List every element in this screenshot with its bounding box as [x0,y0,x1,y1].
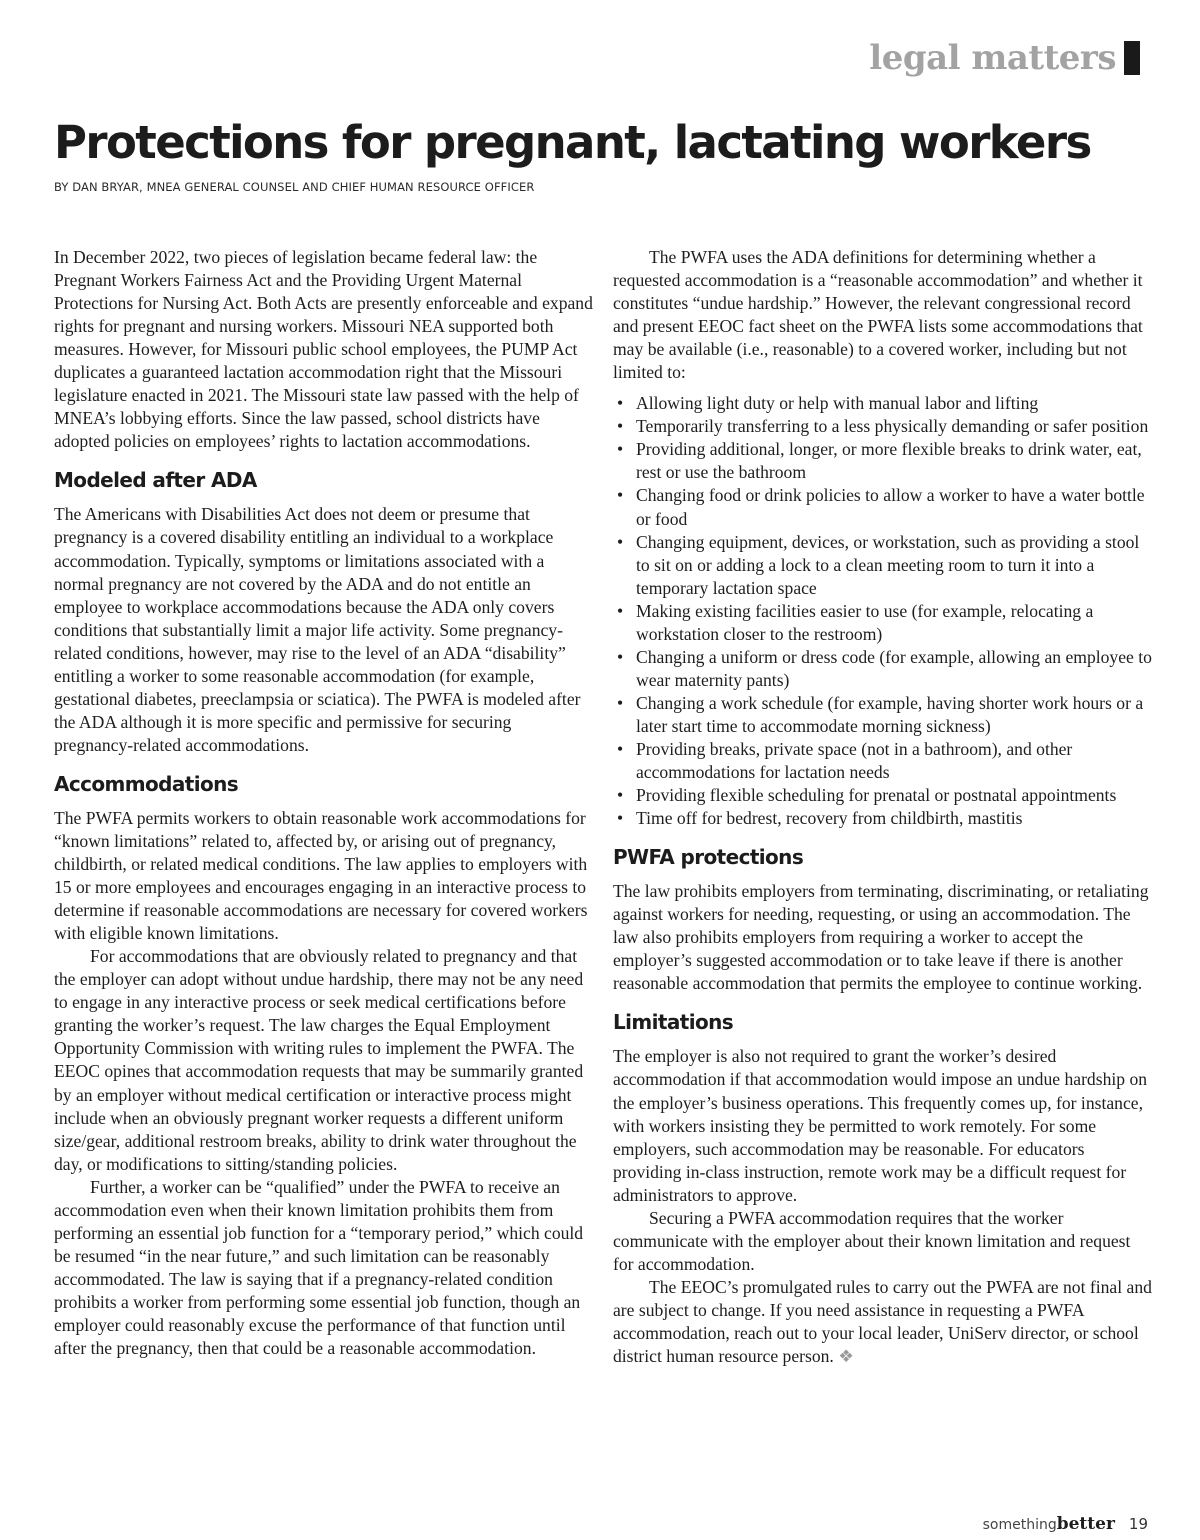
byline: BY DAN BRYAR, MNEA GENERAL COUNSEL AND CHIEF HUMAN RESOURCE OFFICER [54,180,535,194]
limitations-paragraph-3-text: The EEOC’s promulgated rules to carry out the PWFA are not final and are subject to change. If you need assistance in requesting a PWFA accommodation, reach out to your local leader, UniServ director, or school district human resource person. [613,1276,1152,1367]
magazine-brand [983,1514,1115,1534]
limitations-paragraph-1: The employer is also not required to grant the worker’s desired accommodation if that accommodation would impose an undue hardship on the employer’s business operations. This frequently comes up, for instance, with workers insisting they be permitted to work remotely. For some employers, such accommodation may be reasonable. For educators providing in-class instruction, remote work may be a difficult request for administrators to approve. [613,1046,1148,1205]
list-item: • Changing a uniform or dress code (for example, allowing an employee to wear maternity pants) [613,646,1153,692]
list-item: • Providing flexible scheduling for prenatal or postnatal appointments [613,784,1153,807]
list-item: • Providing additional, longer, or more flexible breaks to drink water, eat, rest or use the bathroom [613,438,1153,484]
list-item: • Allowing light duty or help with manual labor and lifting [613,392,1153,415]
list-item: • Changing a work schedule (for example, having shorter work hours or a later start time to accommodate morning sickness) [613,692,1153,738]
left-column [54,246,594,1360]
right-column [613,246,1153,1368]
list-item: • Temporarily transferring to a less physically demanding or safer position [613,415,1153,438]
limitations-paragraph-3 [613,1276,1153,1368]
intro-paragraph: In December 2022, two pieces of legislation became federal law: the Pregnant Workers Fairness Act and the Providing Urgent Maternal Protections for Nursing Act. Both Acts are presently enforceable and expand rights for pregnant and nursing workers. Missouri NEA supported both measures. However, for Missouri public school employees, the PUMP Act duplicates a guaranteed lactation accommodation right that the Missouri legislature enacted in 2021. The Missouri state law passed with the help of MNEA’s lobbying efforts. Since the law passed, school districts have adopted policies on employees’ rights to lactation accommodations. [54,247,593,452]
list-item: • Changing equipment, devices, or workstation, such as providing a stool to sit on or adding a lock to a clean meeting room to turn it into a temporary lactation space [613,531,1153,600]
protections-heading: PWFA protections [613,845,804,870]
accommodations-paragraph-2: For accommodations that are obviously related to pregnancy and that the employer can adopt without undue hardship, there may not be any need to engage in any interactive process or seek medical certifications before granting the worker’s request. The law charges the Equal Employment Opportunity Commission with writing rules to implement the PWFA. The EEOC opines that accommodation requests that may be summarily granted by an employer without medical certification or interactive process might include when an obviously pregnant worker requests a different uniform size/gear, additional restroom breaks, ability to drink water throughout the day, or modifications to sitting/standing policies. [54,946,584,1174]
list-item: • Making existing facilities easier to use (for example, relocating a workstation closer to the restroom) [613,600,1153,646]
brand-light: something [982,1517,1057,1533]
limitations-heading: Limitations [613,1010,734,1035]
accommodations-paragraph-3: Further, a worker can be “qualified” under the PWFA to receive an accommodation even when their known limitation prohibits them from performing an essential job function for a “temporary period,” which could be resumed “in the near future,” and such limitation can be reasonably accommodated. The law is saying that if a pregnancy-related condition prohibits a worker from performing some essential job function, though an employer could reasonably excuse the performance of that function until after the pregnancy, then that could be a reasonable accommodation. [54,1176,584,1359]
section-label: legal matters [869,38,1116,78]
end-mark-icon: ❖ [838,1346,855,1367]
section-bar [1124,41,1140,75]
list-item: • Time off for bedrest, recovery from childbirth, mastitis [613,807,1153,830]
limitations-paragraph-2: Securing a PWFA accommodation requires that the worker communicate with the employer about their known limitation and request for accommodation. [613,1207,1131,1274]
protections-paragraph: The law prohibits employers from terminating, discriminating, or retaliating against workers for needing, requesting, or using an accommodation. The law also prohibits employers from requiring a worker to accept the employer’s suggested accommodation or to take leave if there is another reasonable accommodation that permits the employee to continue working. [613,881,1149,994]
ada-heading: Modeled after ADA [54,468,257,493]
accommodations-heading: Accommodations [54,771,239,796]
page-number: 19 [1128,1515,1148,1533]
article-title: Protections for pregnant, lactating workers [54,116,1091,169]
brand-bold: better [1056,1514,1115,1534]
section-header [869,38,1140,78]
accommodation-list [613,392,1153,830]
list-item: • Changing food or drink policies to allow a worker to have a water bottle or food [613,484,1153,530]
page-footer [983,1514,1148,1534]
definitions-paragraph: The PWFA uses the ADA definitions for determining whether a requested accommodation is a “reasonable accommodation” and whether it constitutes “undue hardship.” However, the relevant congressional record and present EEOC fact sheet on the PWFA lists some accommodations that may be available (i.e., reasonable) to a covered worker, including but not limited to: [613,247,1143,383]
ada-paragraph: The Americans with Disabilities Act does not deem or presume that pregnancy is a covered disability entitling an individual to a workplace accommodation. Typically, symptoms or limitations associated with a normal pregnancy are not covered by the ADA and do not entitle an employee to workplace accommodations because the ADA only covers conditions that substantially limit a major life activity. Some pregnancy-related conditions, however, may rise to the level of an ADA “disability” entitling a worker to some reasonable accommodation (for example, gestational diabetes, preeclampsia or sciatica). The PWFA is modeled after the ADA although it is more specific and permissive for securing pregnancy-related accommodations. [54,504,581,755]
accommodations-paragraph-1: The PWFA permits workers to obtain reasonable work accommodations for “known limitations” related to, affected by, or arising out of pregnancy, childbirth, or related medical conditions. The law applies to employers with 15 or more employees and encourages engaging in an interactive process to determine if reasonable accommodations are necessary for covered workers with eligible known limitations. [54,807,588,944]
list-item: • Providing breaks, private space (not in a bathroom), and other accommodations for lactation needs [613,738,1153,784]
